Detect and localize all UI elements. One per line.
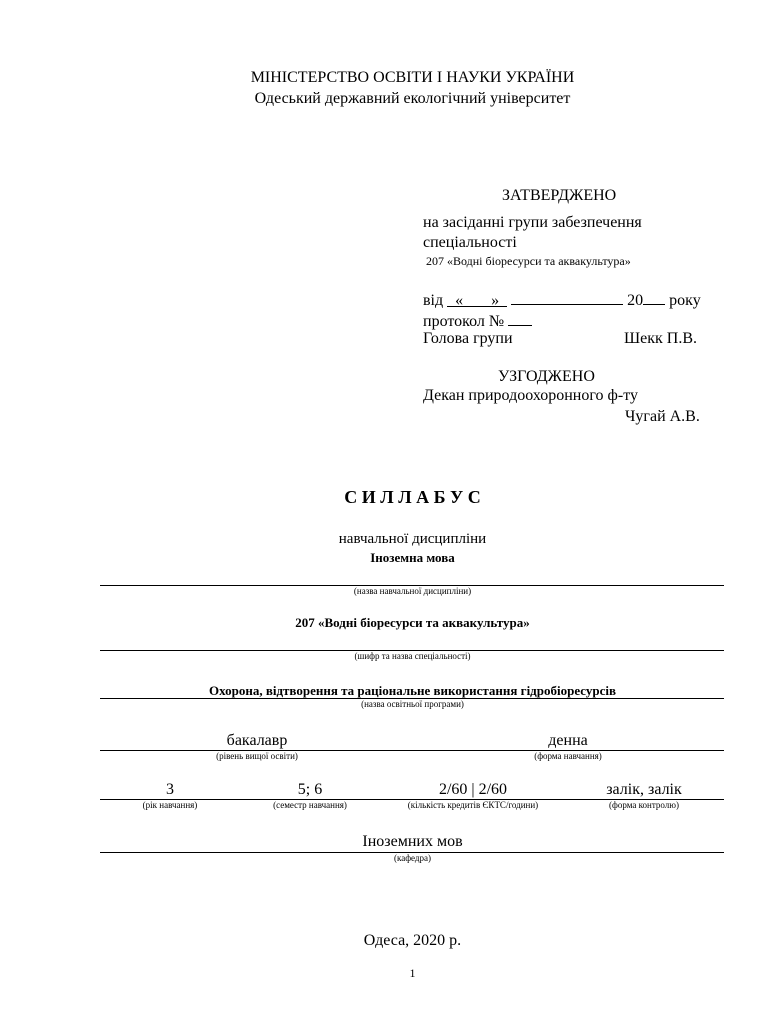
protocol-blank	[508, 311, 532, 326]
form-caption: (форма навчання)	[534, 751, 602, 761]
year-prefix: 20	[627, 292, 644, 309]
head-label: Голова групи	[423, 330, 513, 347]
level-rule	[100, 750, 724, 751]
year-suffix: року	[669, 292, 701, 309]
approval-line-2: спеціальності	[423, 234, 517, 251]
credits-value: 2/60 | 2/60	[438, 781, 508, 798]
date-day-blank: « »	[447, 292, 507, 307]
specialty-caption: (шифр та назва спеціальності)	[354, 651, 471, 661]
page-number: 1	[409, 966, 416, 980]
city-year: Одеса, 2020 р.	[363, 932, 462, 949]
approval-specialty: 207 «Водні біоресурси та аквакультура»	[426, 254, 631, 268]
approval-title: ЗАТВЕРДЖЕНО	[502, 187, 617, 204]
head-name: Шекк П.В.	[624, 330, 698, 347]
protocol-label: протокол №	[423, 313, 505, 330]
year-value: 3	[166, 781, 174, 798]
form-value: денна	[548, 732, 588, 749]
semester-value: 5; 6	[297, 781, 323, 798]
syllabus-subtitle: навчальної дисципліни	[338, 531, 487, 547]
dean-name: Чугай А.В.	[625, 408, 700, 425]
control-caption: (форма контролю)	[609, 800, 679, 810]
dean-label: Декан природоохоронного ф-ту	[423, 387, 638, 404]
approval-line-1: на засіданні групи забезпечення	[423, 214, 642, 231]
department-caption: (кафедра)	[393, 853, 431, 863]
university-name: Одеський державний екологічний університет	[254, 90, 571, 107]
year-caption: (рік навчання)	[142, 800, 198, 810]
date-month-blank	[511, 290, 623, 305]
discipline-name: Іноземна мова	[370, 550, 455, 565]
department-name: Іноземних мов	[362, 833, 463, 850]
syllabus-title: С И Л Л А Б У С	[344, 487, 481, 507]
year-blank	[643, 290, 665, 305]
agreement-title: УЗГОДЖЕНО	[498, 368, 595, 385]
program-name: Охорона, відтворення та раціональне використання гідробіоресурсів	[209, 683, 616, 698]
level-caption: (рівень вищої освіти)	[216, 751, 298, 761]
specialty-name: 207 «Водні біоресурси та аквакультура»	[295, 615, 530, 630]
study-rule	[100, 799, 724, 800]
discipline-caption: (назва навчальної дисципліни)	[353, 586, 472, 596]
credits-caption: (кількість кредитів ЄКТС/години)	[407, 800, 539, 810]
date-from-label: від	[423, 292, 444, 309]
control-value: залік, залік	[606, 781, 682, 798]
protocol-line	[423, 311, 532, 331]
semester-caption: (семестр навчання)	[273, 800, 347, 810]
level-value: бакалавр	[226, 732, 288, 749]
program-caption: (назва освітньої програми)	[361, 699, 464, 709]
approval-date-line	[423, 290, 701, 310]
ministry-title: МІНІСТЕРСТВО ОСВІТИ І НАУКИ УКРАЇНИ	[250, 69, 575, 86]
